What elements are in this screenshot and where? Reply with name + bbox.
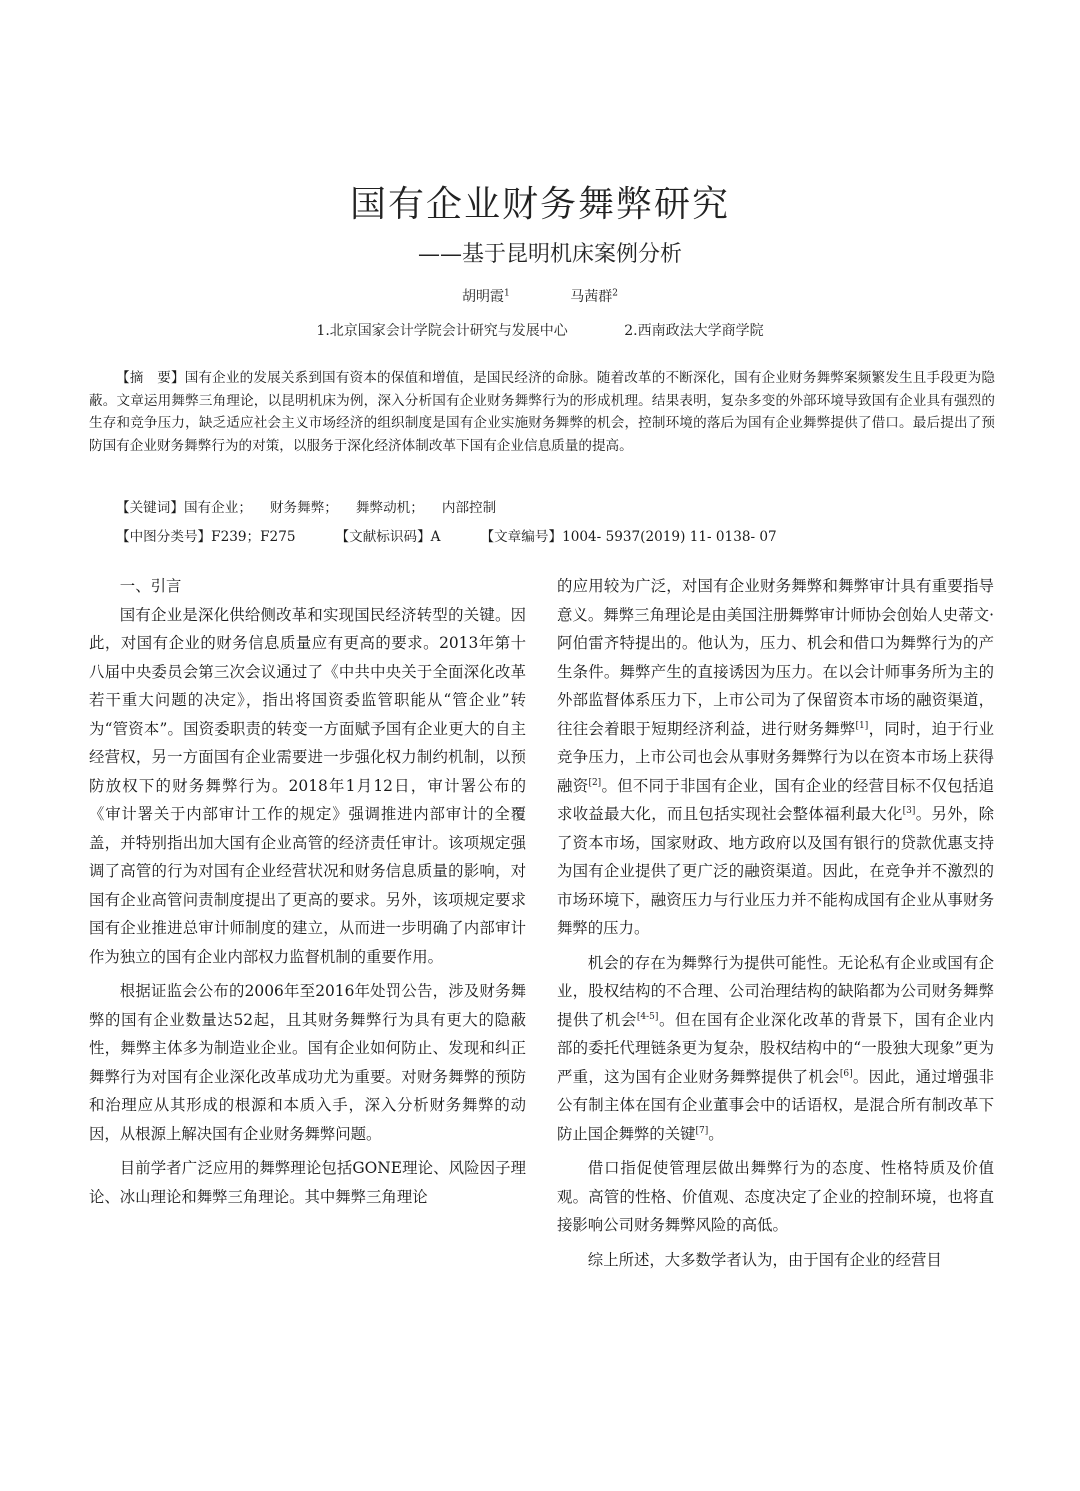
keyword: 国有企业； (183, 500, 252, 516)
citation: [6] (839, 1068, 853, 1079)
paper-title: 国有企业财务舞弊研究 (349, 184, 730, 225)
affiliation: 2.西南政法大学商学院 (624, 323, 764, 339)
paragraph: 综上所述，大多数学者认为，由于国有企业的经营目 (587, 1250, 942, 1269)
citation: [4-5] (636, 1011, 659, 1022)
article-number-value: 1004- 5937(2019) 11- 0138- 07 (562, 529, 777, 545)
doc-code-value: A (430, 529, 441, 545)
paragraph: 目前学者广泛应用的舞弊理论包括GONE理论、风险因子理论、冰山理论和舞弊三角理论。其中舞弊三角理论 (89, 1159, 526, 1206)
left-column (89, 572, 526, 1217)
citation: [3] (902, 805, 916, 816)
abstract-label: 【摘 要】 (116, 370, 185, 386)
keyword: 内部控制 (441, 500, 497, 516)
keywords-line (116, 497, 496, 519)
abstract-text: 国有企业的发展关系到国有资本的保值和增值，是国民经济的命脉。随着改革的不断深化，国有企业财务舞弊案频繁发生且手段更为隐蔽。文章运用舞弊三角理论，以昆明机床为例，深入分析国有企业财务舞弊行为的形成机理。结果表明，复杂多变的外部环境导致国有企业具有强烈的生存和竞争压力，缺乏适应社会主义市场经济的组织制度是国有企业实施财务舞弊的机会，控制环境的落后为国有企业舞弊提供了借口。最后提出了预防国有企业财务舞弊行为的对策，以服务于深化经济体制改革下国有企业信息质量的提高。 (89, 370, 995, 454)
article-number-label: 【文章编号】 (480, 529, 563, 545)
doc-code-label: 【文献标识码】 (335, 529, 431, 545)
paper-subtitle: ——基于昆明机床案例分析 (417, 242, 682, 267)
keyword: 舞弊动机； (355, 500, 424, 516)
paragraph: 的应用较为广泛，对国有企业财务舞弊和舞弊审计具有重要指导意义。舞弊三角理论是由美国注册舞弊审计师协会创始人史蒂文·阿伯雷齐特提出的。他认为，压力、机会和借口为舞弊行为的产生条件。舞弊产生的直接诱因为压力。在以会计师事务所为主的外部监督体系压力下，上市公司为了保留资本市场的融资渠道，往往会着眼于短期经济利益，进行财务舞弊[1]，同时，迫于行业竞争压力，上市公司也会从事财务舞弊行为以在资本市场上获得融资[2]。但不同于非国有企业，国有企业的经营目标不仅包括追求收益最大化，而且包括实现社会整体福利最大化[3]。另外，除了资本市场，国家财政、地方政府以及国有银行的贷款优惠支持为国有企业提供了更广泛的融资渠道。因此，在竞争并不激烈的市场环境下，融资压力与行业压力并不能构成国有企业从事财务舞弊的压力。 (557, 577, 994, 937)
paragraph: 机会的存在为舞弊行为提供可能性。无论私有企业或国有企业，股权结构的不合理、公司治理结构的缺陷都为公司财务舞弊提供了机会[4-5]。但在国有企业深化改革的背景下，国有企业内部的委托代理链条更为复杂，股权结构中的“一股独大现象”更为严重，这为国有企业财务舞弊提供了机会[6]。因此，通过增强非公有制主体在国有企业董事会中的话语权，是混合所有制改革下防止国企舞弊的关键[7]。 (557, 953, 994, 1143)
author: 胡明霞$^1$ (462, 288, 510, 305)
citation: [1] (855, 720, 869, 731)
author: 马茜群$^2$ (570, 288, 618, 305)
keyword: 财务舞弊； (269, 500, 338, 516)
keywords-label: 【关键词】 (116, 500, 184, 516)
author-list (0, 286, 1080, 306)
paragraph: 根据证监会公布的2006年至2016年处罚公告，涉及财务舞弊的国有企业数量达52起，且其财务舞弊行为具有更大的隐蔽性，舞弊主体多为制造业企业。国有企业如何防止、发现和纠正舞弊行为对国有企业深化改革成功尤为重要。对财务舞弊的预防和治理应从其形成的根源和本质入手，深入分析财务舞弊的动因，从根源上解决国有企业财务舞弊问题。 (89, 982, 526, 1143)
paragraph: 国有企业是深化供给侧改革和实现国民经济转型的关键。因此，对国有企业的财务信息质量应有更高的要求。2013年第十八届中央委员会第三次会议通过了《中共中央关于全面深化改革若干重大问题的决定》，指出将国资委监管职能从“管企业”转为“管资本”。国资委职责的转变一方面赋予国有企业更大的自主经营权，另一方面国有企业需要进一步强化权力制约机制，以预防放权下的财务舞弊行为。2018年1月12日，审计署公布的《审计署关于内部审计工作的规定》强调推进内部审计的全覆盖，并特别指出加大国有企业高管的经济责任审计。该项规定强调了高管的行为对国有企业经营状况和财务信息质量的影响，对国有企业高管问责制度提出了更高的要求。另外，该项规定要求国有企业推进总审计师制度的建立，从而进一步明确了内部审计作为独立的国有企业内部权力监督机制的重要作用。 (89, 605, 526, 966)
clc-label: 【中图分类号】 (116, 529, 212, 545)
affiliation: 1.北京国家会计学院会计研究与发展中心 (316, 323, 568, 339)
clc-value: F239；F275 (211, 529, 296, 545)
classification-line (116, 526, 777, 548)
paragraph: 借口指促使管理层做出舞弊行为的态度、性格特质及价值观。高管的性格、价值观、态度决定了企业的控制环境，也将直接影响公司财务舞弊风险的高低。 (557, 1159, 994, 1234)
abstract (89, 367, 995, 457)
right-column (557, 572, 994, 1280)
section-heading: 一、引言 (119, 577, 182, 595)
affiliations (0, 320, 1080, 340)
citation: [2] (588, 777, 602, 788)
citation: [7] (695, 1125, 709, 1136)
